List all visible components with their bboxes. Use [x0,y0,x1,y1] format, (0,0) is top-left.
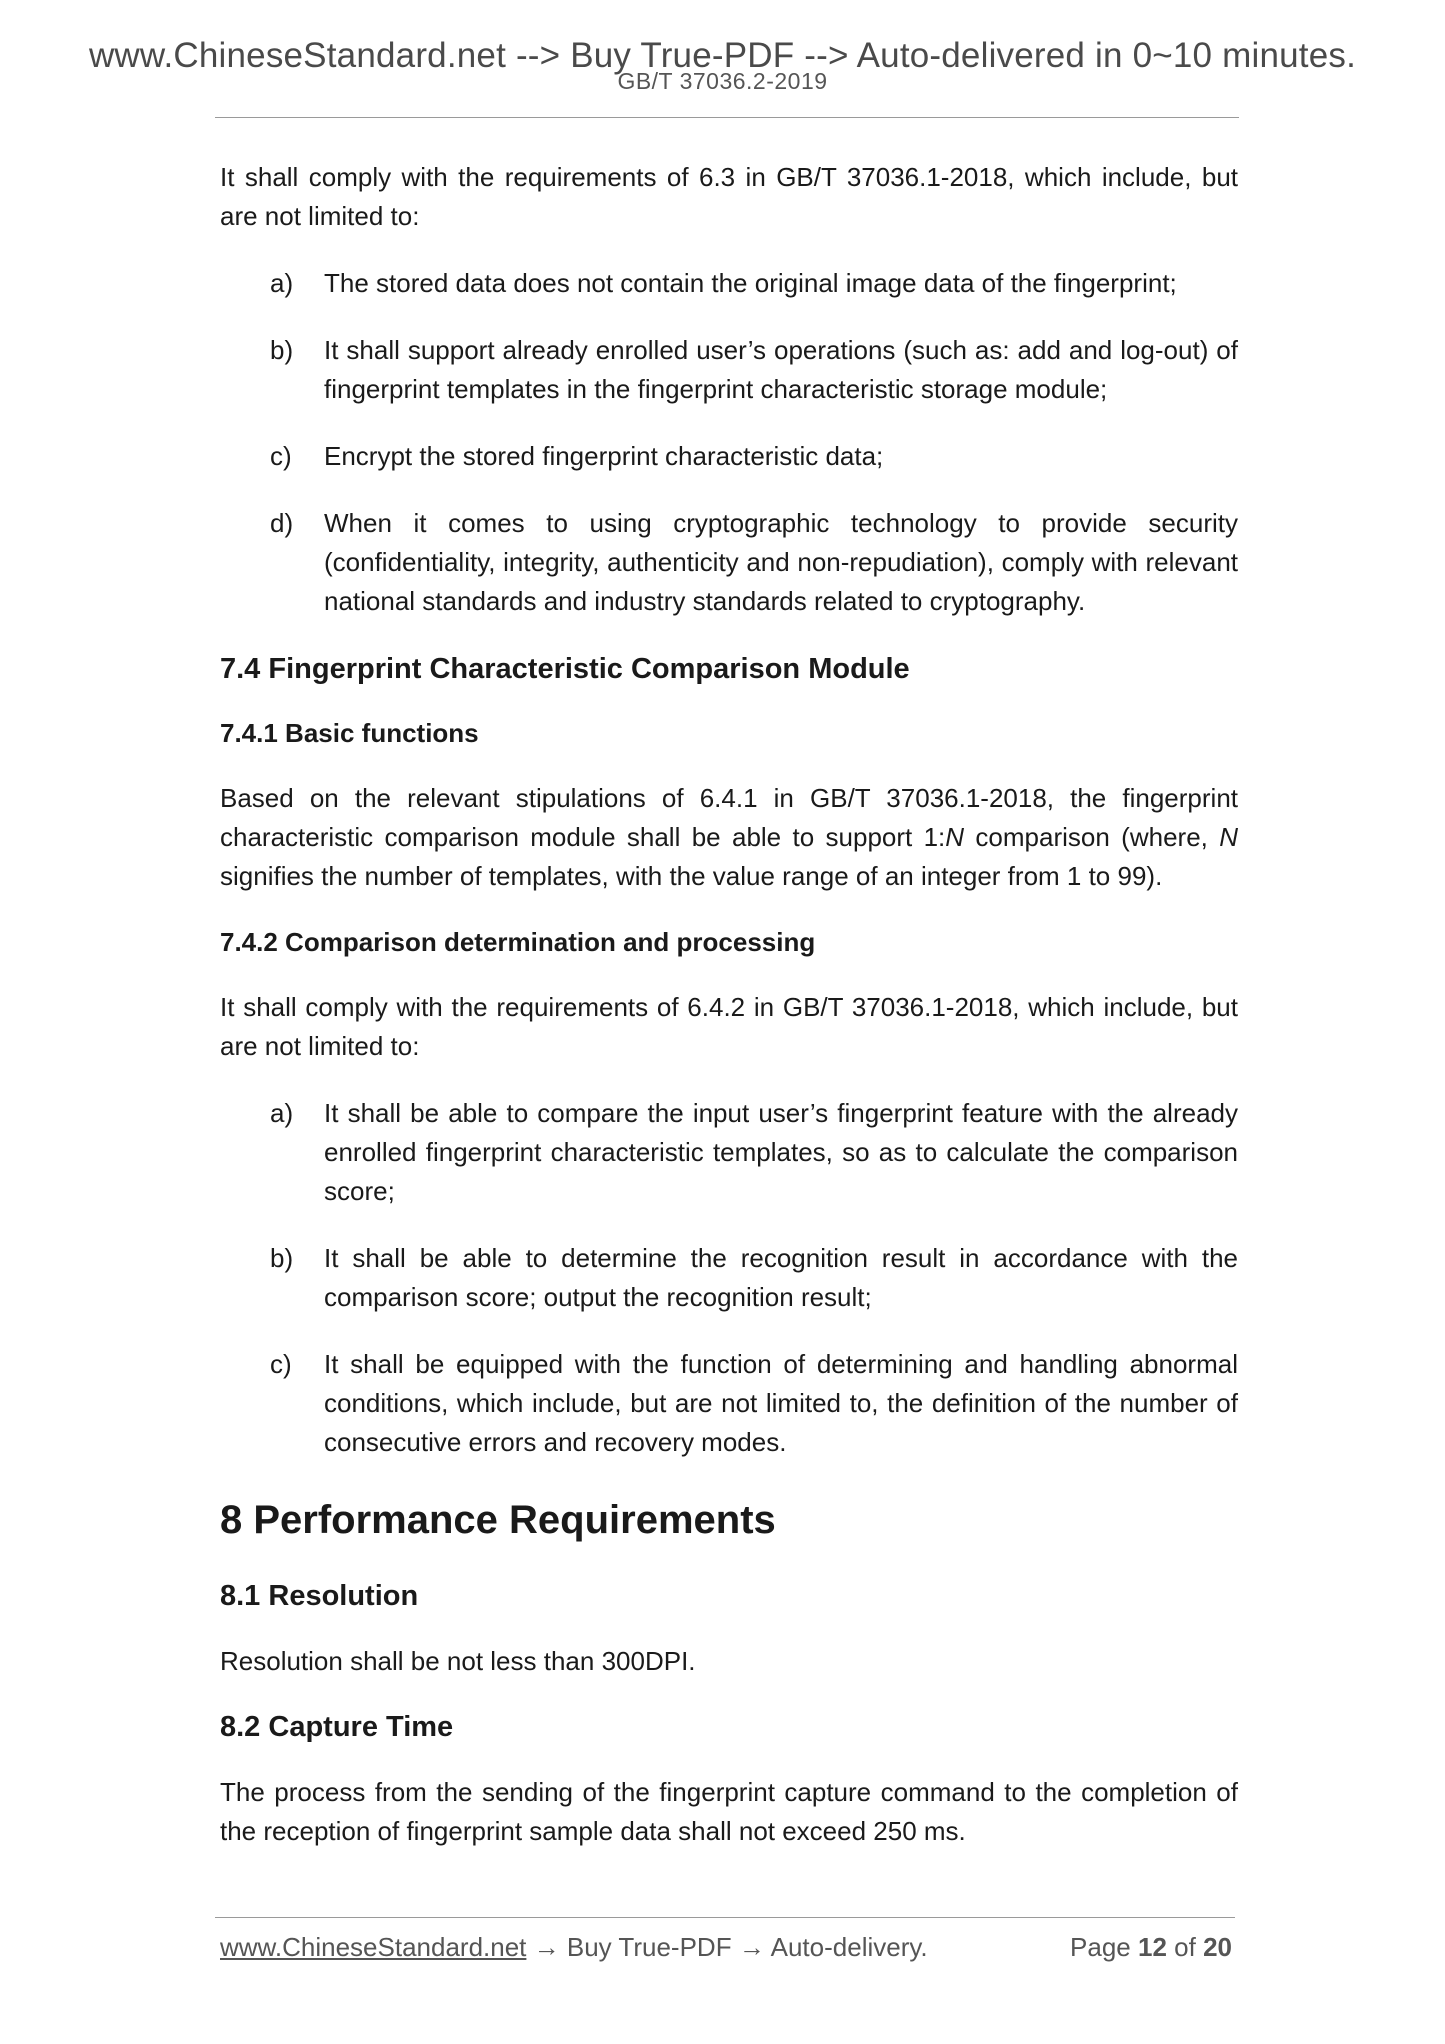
list-marker: b) [270,1243,294,1273]
paragraph-text: signifies the number of templates, with the value range of an integer from 1 to 99). [220,861,1163,891]
requirements-list-7-4-2 [220,1094,1238,1462]
footer-site-link[interactable]: www.ChineseStandard.net [220,1932,527,1962]
page-label: Page [1070,1932,1131,1962]
list-marker: a) [270,1098,294,1128]
paragraph-6-3-intro: It shall comply with the requirements of 6.3 in GB/T 37036.1-2018, which include, but are not limited to: [220,162,1238,231]
page-footer [220,1932,1232,1968]
list-marker: b) [270,335,294,365]
list-item [220,1345,1238,1462]
list-item-text: Encrypt the stored fingerprint characteristic data; [324,441,884,471]
list-item [220,1239,1238,1317]
footer-buy-text: Buy True-PDF [566,1932,732,1962]
page-number: 12 [1138,1932,1167,1962]
section-heading-7-4-2: 7.4.2 Comparison determination and processing [220,927,816,957]
variable-n: N [1219,822,1239,852]
standard-code: GB/T 37036.2-2019 [617,68,828,94]
footer-auto-text: Auto-delivery. [770,1932,928,1962]
list-marker: c) [270,1349,292,1379]
list-marker: c) [270,441,292,471]
paragraph-7-4-2-intro: It shall comply with the requirements of 6.4.2 in GB/T 37036.1-2018, which include, but are not limited to: [220,992,1238,1061]
arrow-right-icon: → [533,1932,560,1962]
page-total: 20 [1203,1932,1232,1962]
list-marker: d) [270,508,294,538]
requirements-list-6-3 [220,264,1238,621]
list-item-text: The stored data does not contain the original image data of the fingerprint; [324,268,1177,298]
list-item-text: It shall be able to determine the recognition result in accordance with the comparison score; output the recognition result; [324,1243,1238,1312]
list-item [220,1094,1238,1211]
header-banner: www.ChineseStandard.net --> Buy True-PDF --> Auto-delivered in 0~10 minutes. [88,36,1357,75]
paragraph-8-1: Resolution shall be not less than 300DPI. [220,1646,696,1676]
list-marker: a) [270,268,294,298]
paragraph-text: comparison (where, [964,822,1220,852]
footer-left [220,1932,928,1963]
header-divider [215,117,1239,118]
section-heading-7-4: 7.4 Fingerprint Characteristic Comparison Module [220,653,910,685]
list-item-text: It shall be able to compare the input user’s fingerprint feature with the already enrolled fingerprint characteristic templates, so as to calculate the comparison score; [324,1098,1238,1206]
section-heading-7-4-1: 7.4.1 Basic functions [220,718,479,748]
paragraph-text: Based on the relevant stipulations of 6.4.1 in GB/T 37036.1-2018, the fingerprint characteristic comparison module shall be able to support 1: [220,783,1238,852]
of-label: of [1174,1932,1196,1962]
page-content [220,158,1238,1851]
list-item [220,264,1238,303]
footer-divider [215,1917,1235,1918]
page-indicator [1070,1932,1232,1963]
chapter-heading-8: 8 Performance Requirements [220,1498,776,1542]
list-item [220,504,1238,621]
list-item-text: It shall support already enrolled user’s operations (such as: add and log-out) of fingerprint templates in the fingerprint characteristic storage module; [324,335,1238,404]
paragraph-8-2: The process from the sending of the fingerprint capture command to the completion of the reception of fingerprint sample data shall not exceed 250 ms. [220,1777,1238,1846]
list-item-text: It shall be equipped with the function of determining and handling abnormal conditions, which include, but are not limited to, the definition of the number of consecutive errors and recovery modes. [324,1349,1238,1457]
list-item [220,331,1238,409]
section-heading-8-1: 8.1 Resolution [220,1580,419,1612]
list-item-text: When it comes to using cryptographic technology to provide security (confidentiality, integrity, authenticity and non-repudiation), comply with relevant national standards and industry standards related to cryptography. [324,508,1238,616]
variable-n: N [945,822,965,852]
arrow-right-icon: → [738,1932,765,1962]
paragraph-7-4-1 [220,779,1238,896]
list-item [220,437,1238,476]
section-heading-8-2: 8.2 Capture Time [220,1711,454,1743]
